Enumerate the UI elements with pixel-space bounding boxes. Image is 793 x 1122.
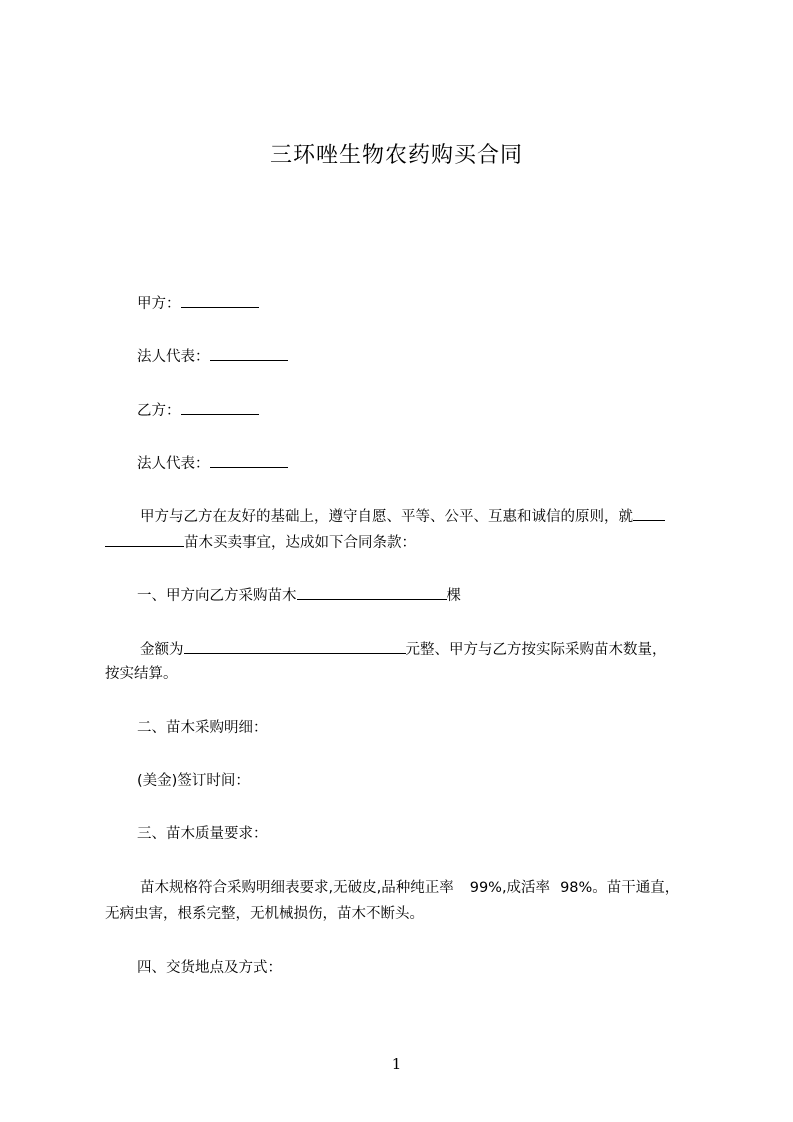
party-a-line <box>137 292 259 314</box>
clause4-heading: 四、交货地点及方式： <box>137 960 282 976</box>
amount-suffix: 元整、甲方与乙方按实际采购苗木数量， <box>405 642 667 658</box>
party-b-rep-blank <box>210 452 288 468</box>
clause2-heading: 二、苗木采购明细： <box>137 720 268 736</box>
page-title: 三环唑生物农药购买合同 <box>269 143 523 168</box>
quality-line1 <box>140 878 679 898</box>
clause1-prefix: 一、甲方向乙方采购苗木 <box>137 588 297 604</box>
quality-survival: 98% <box>560 880 593 896</box>
intro-paragraph-line2 <box>105 531 416 553</box>
intro-paragraph-line1 <box>140 505 665 527</box>
clause1-line <box>137 584 461 606</box>
intro-line1-text: 甲方与乙方在友好的基础上，遵守自愿、平等、公平、互惠和诚信的原则，就 <box>140 509 633 525</box>
intro-blank-end <box>105 531 184 547</box>
party-b-rep-label: 法人代表： <box>137 456 210 472</box>
amount-line2: 按实结算。 <box>105 666 178 682</box>
party-a-blank <box>181 292 259 308</box>
signing-time: (美金)签订时间： <box>137 773 250 789</box>
party-b-line <box>137 399 259 421</box>
party-a-rep-line <box>137 345 288 367</box>
quality-text-c: 。苗干通直， <box>592 880 680 896</box>
intro-blank-start <box>633 505 665 521</box>
clause3-heading: 三、苗木质量要求： <box>137 826 268 842</box>
amount-prefix: 金额为 <box>140 642 184 658</box>
party-b-label: 乙方： <box>137 403 181 419</box>
amount-blank <box>184 638 406 654</box>
quality-line2: 无病虫害，根系完整，无机械损伤，苗木不断头。 <box>105 906 424 922</box>
clause1-quantity-blank <box>297 584 447 600</box>
party-a-rep-blank <box>210 345 288 361</box>
party-b-blank <box>181 399 259 415</box>
clause1-suffix: 棵 <box>446 588 461 604</box>
intro-line2-text: 苗木买卖事宜，达成如下合同条款： <box>184 535 416 551</box>
quality-text-a: 苗木规格符合采购明细表要求,无破皮,品种纯正率 <box>140 880 454 896</box>
party-b-rep-line <box>137 452 288 474</box>
quality-text-b: ,成活率 <box>501 880 551 896</box>
amount-line1 <box>140 638 667 660</box>
page-number: 1 <box>391 1055 402 1073</box>
quality-purity: 99% <box>469 880 502 896</box>
party-a-label: 甲方： <box>137 296 181 312</box>
party-a-rep-label: 法人代表： <box>137 349 210 365</box>
